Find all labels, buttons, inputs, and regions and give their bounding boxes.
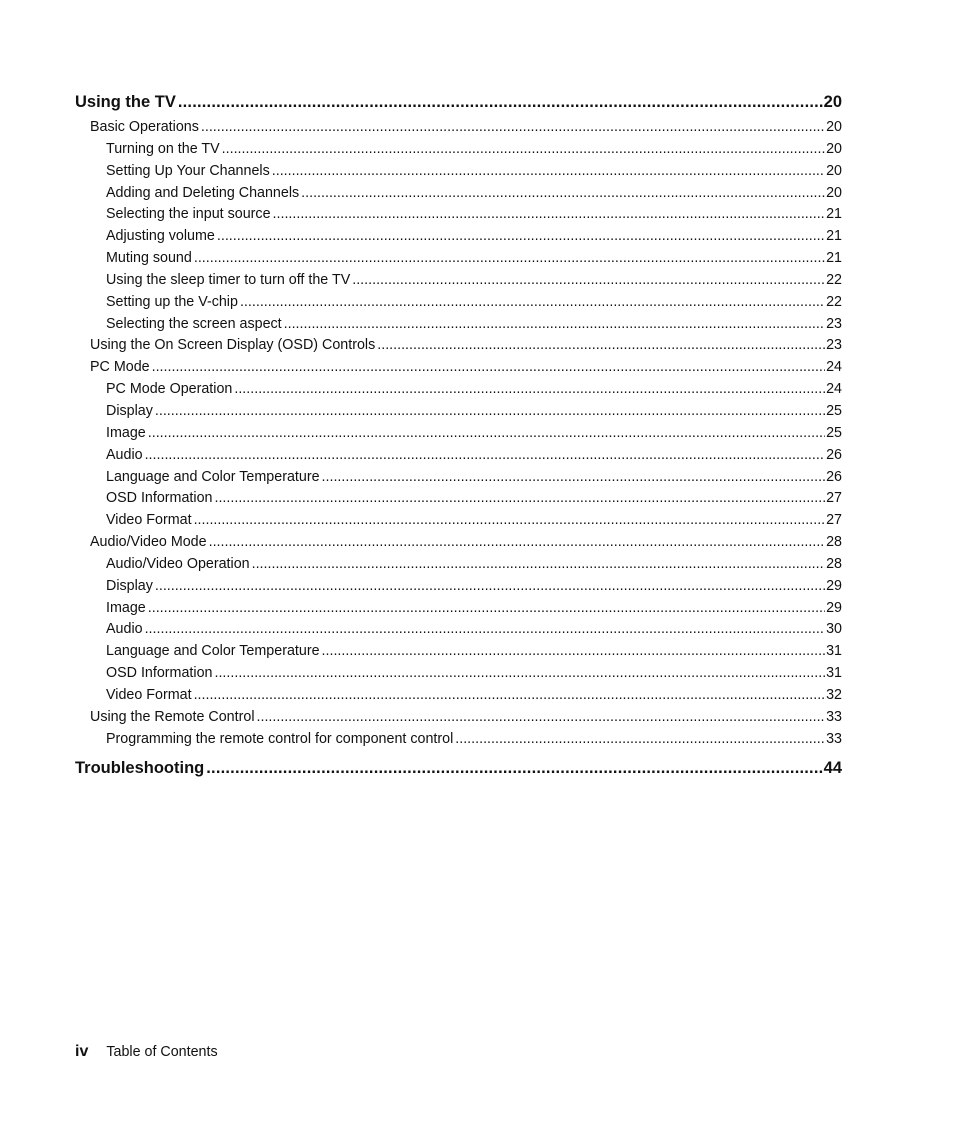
toc-entry-title: Using the On Screen Display (OSD) Controls xyxy=(90,337,376,354)
toc-entry-title: Selecting the input source xyxy=(106,206,271,223)
table-of-contents xyxy=(75,90,842,780)
toc-entry-page: 29 xyxy=(826,599,842,616)
dot-leader xyxy=(284,314,825,336)
dot-leader xyxy=(148,598,825,620)
page-footer xyxy=(75,1043,218,1061)
dot-leader xyxy=(152,357,825,379)
toc-entry-title: Turning on the TV xyxy=(106,140,220,157)
toc-entry-page: 33 xyxy=(826,730,842,747)
toc-entry-page: 26 xyxy=(826,446,842,463)
dot-leader xyxy=(148,423,825,445)
toc-entry-page: 27 xyxy=(826,490,842,507)
dot-leader xyxy=(194,685,826,707)
toc-entry-title: Audio/Video Mode xyxy=(90,534,207,551)
dot-leader xyxy=(257,707,826,729)
toc-entry-page: 20 xyxy=(826,184,842,201)
dot-leader xyxy=(155,401,825,423)
toc-entry[interactable] xyxy=(75,335,842,357)
dot-leader xyxy=(214,663,825,685)
toc-entry[interactable] xyxy=(75,292,842,314)
toc-entry-title: Programming the remote control for component control xyxy=(106,730,454,747)
toc-entry[interactable] xyxy=(75,510,842,532)
toc-entry-page: 29 xyxy=(826,577,842,594)
toc-entry-page: 33 xyxy=(826,708,842,725)
toc-entry-title: Image xyxy=(106,424,146,441)
toc-entry[interactable] xyxy=(75,619,842,641)
toc-entry[interactable] xyxy=(75,161,842,183)
dot-leader xyxy=(301,183,825,205)
toc-entry-page: 27 xyxy=(826,512,842,529)
toc-entry-page: 20 xyxy=(826,162,842,179)
toc-entry-title: Video Format xyxy=(106,686,192,703)
toc-entry-page: 44 xyxy=(823,759,842,778)
dot-leader xyxy=(377,335,825,357)
toc-entry[interactable] xyxy=(75,204,842,226)
toc-entry-page: 24 xyxy=(826,381,842,398)
toc-entry-title: Using the sleep timer to turn off the TV xyxy=(106,271,351,288)
dot-leader xyxy=(145,445,826,467)
toc-entry-page: 23 xyxy=(826,315,842,332)
toc-entry-title: Display xyxy=(106,402,153,419)
dot-leader xyxy=(214,488,825,510)
toc-entry-title: PC Mode xyxy=(90,359,150,376)
toc-entry-title: Using the TV xyxy=(75,93,176,111)
toc-entry-page: 21 xyxy=(826,228,842,245)
dot-leader xyxy=(273,204,826,226)
toc-entry-page: 22 xyxy=(826,271,842,288)
dot-leader xyxy=(455,729,825,751)
dot-leader xyxy=(194,510,826,532)
toc-entry-page: 21 xyxy=(826,250,842,267)
toc-entry-page: 22 xyxy=(826,293,842,310)
toc-entry-page: 23 xyxy=(826,337,842,354)
toc-entry-list xyxy=(75,117,842,750)
toc-entry-title: Basic Operations xyxy=(90,119,199,135)
dot-leader xyxy=(194,248,825,270)
toc-entry[interactable] xyxy=(75,729,842,751)
dot-leader xyxy=(222,139,825,161)
toc-entry-title: Audio xyxy=(106,621,143,638)
toc-entry-title: Audio/Video Operation xyxy=(106,555,250,572)
toc-entry-title: OSD Information xyxy=(106,490,213,507)
toc-entry-title: Language and Color Temperature xyxy=(106,643,320,660)
toc-entry[interactable] xyxy=(75,663,842,685)
toc-entry[interactable] xyxy=(75,357,842,379)
toc-entry-title: Adding and Deleting Channels xyxy=(106,184,300,201)
toc-entry-title: Using the Remote Control xyxy=(90,708,255,725)
toc-entry-page: 24 xyxy=(826,359,842,376)
toc-entry-page: 31 xyxy=(826,665,842,682)
dot-leader xyxy=(217,226,825,248)
toc-entry-title: Troubleshooting xyxy=(75,759,205,778)
toc-entry[interactable] xyxy=(75,707,842,729)
footer-title: Table of Contents xyxy=(106,1044,218,1060)
toc-entry[interactable] xyxy=(75,139,842,161)
toc-entry-title: Selecting the screen aspect xyxy=(106,315,282,332)
toc-entry-title: Muting sound xyxy=(106,250,192,267)
toc-entry[interactable] xyxy=(75,183,842,205)
toc-entry-title: Language and Color Temperature xyxy=(106,468,320,485)
dot-leader xyxy=(178,90,823,114)
toc-entry[interactable] xyxy=(75,576,842,598)
toc-entry[interactable] xyxy=(75,488,842,510)
toc-entry[interactable] xyxy=(75,226,842,248)
toc-entry[interactable] xyxy=(75,423,842,445)
toc-entry[interactable] xyxy=(75,270,842,292)
toc-entry-page: 20 xyxy=(826,119,842,135)
toc-entry[interactable] xyxy=(75,445,842,467)
toc-entry-page: 32 xyxy=(826,686,842,703)
toc-entry-title: Setting Up Your Channels xyxy=(106,162,270,179)
toc-entry-page: 30 xyxy=(826,621,842,638)
toc-entry[interactable] xyxy=(75,467,842,489)
toc-entry-title: PC Mode Operation xyxy=(106,381,233,398)
toc-entry[interactable] xyxy=(75,117,842,139)
dot-leader xyxy=(322,641,826,663)
toc-entry-page: 31 xyxy=(826,643,842,660)
toc-entry-page: 20 xyxy=(826,140,842,157)
toc-entry-page: 25 xyxy=(826,424,842,441)
dot-leader xyxy=(234,379,825,401)
dot-leader xyxy=(252,554,825,576)
toc-section-heading[interactable] xyxy=(75,756,842,780)
toc-entry-page: 26 xyxy=(826,468,842,485)
dot-leader xyxy=(209,532,826,554)
toc-entry-title: Video Format xyxy=(106,512,192,529)
toc-entry-title: Setting up the V-chip xyxy=(106,293,238,310)
dot-leader xyxy=(240,292,825,314)
toc-entry[interactable] xyxy=(75,641,842,663)
dot-leader xyxy=(322,467,826,489)
toc-entry-page: 20 xyxy=(823,93,842,111)
toc-entry-title: Audio xyxy=(106,446,143,463)
toc-entry[interactable] xyxy=(75,314,842,336)
toc-entry[interactable] xyxy=(75,401,842,423)
toc-entry-page: 21 xyxy=(826,206,842,223)
toc-entry-page: 28 xyxy=(826,555,842,572)
dot-leader xyxy=(352,270,825,292)
toc-entry[interactable] xyxy=(75,379,842,401)
toc-section-heading[interactable] xyxy=(75,90,842,114)
footer-page-number: iv xyxy=(75,1043,89,1060)
dot-leader xyxy=(201,117,825,139)
dot-leader xyxy=(155,576,825,598)
toc-entry-title: Display xyxy=(106,577,153,594)
dot-leader xyxy=(272,161,825,183)
dot-leader xyxy=(145,619,826,641)
dot-leader xyxy=(206,756,822,780)
toc-entry[interactable] xyxy=(75,532,842,554)
toc-entry[interactable] xyxy=(75,685,842,707)
toc-entry[interactable] xyxy=(75,554,842,576)
toc-entry[interactable] xyxy=(75,598,842,620)
toc-entry-title: Image xyxy=(106,599,146,616)
toc-entry[interactable] xyxy=(75,248,842,270)
toc-entry-title: Adjusting volume xyxy=(106,228,215,245)
toc-entry-title: OSD Information xyxy=(106,665,213,682)
toc-entry-page: 28 xyxy=(826,534,842,551)
toc-entry-page: 25 xyxy=(826,402,842,419)
